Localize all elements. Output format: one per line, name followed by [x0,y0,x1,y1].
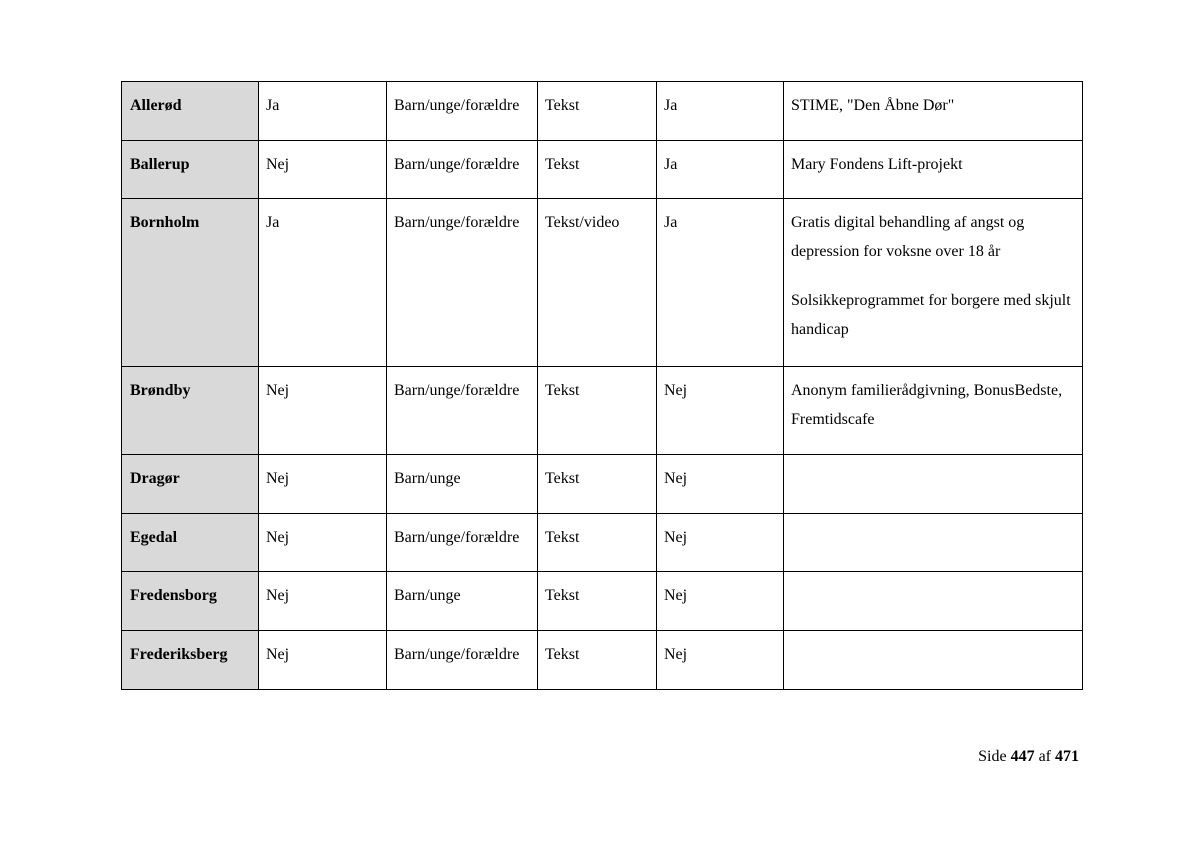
notes-paragraph: Solsikkeprogrammet for borgere med skjult handicap [791,292,1071,338]
notes-paragraph: Gratis digital behandling af angst og depression for voksne over 18 år [791,214,1025,260]
table-row [122,514,1083,572]
notes-paragraph: Anonym familierådgivning, BonusBedste, Fremtidscafe [791,382,1063,428]
municipality-cell: Frederiksberg [122,631,259,690]
municipality-cell: Ballerup [122,141,259,199]
target-group-cell: Barn/unge [387,572,538,631]
footer-separator: af [1038,748,1051,765]
col5-cell: Nej [657,631,784,690]
format-cell: Tekst [538,82,657,141]
notes-paragraph: STIME, "Den Åbne Dør" [791,97,955,114]
table-row [122,199,1083,367]
table-row [122,572,1083,631]
municipality-cell: Allerød [122,82,259,141]
municipality-cell: Egedal [122,514,259,572]
col5-cell: Ja [657,199,784,367]
target-group-cell: Barn/unge/forældre [387,367,538,455]
format-cell: Tekst [538,572,657,631]
notes-cell [784,367,1083,455]
col5-cell: Nej [657,367,784,455]
target-group-cell: Barn/unge/forældre [387,631,538,690]
col5-cell: Ja [657,82,784,141]
notes-cell [784,572,1083,631]
notes-cell [784,141,1083,199]
format-cell: Tekst [538,631,657,690]
col2-cell: Nej [259,514,387,572]
municipality-cell: Brøndby [122,367,259,455]
format-cell: Tekst [538,455,657,514]
format-cell: Tekst/video [538,199,657,367]
target-group-cell: Barn/unge/forældre [387,514,538,572]
municipality-cell: Bornholm [122,199,259,367]
page-footer [978,748,1079,766]
col5-cell: Nej [657,514,784,572]
col2-cell: Ja [259,82,387,141]
col2-cell: Nej [259,141,387,199]
format-cell: Tekst [538,514,657,572]
col2-cell: Nej [259,572,387,631]
notes-cell [784,82,1083,141]
col5-cell: Nej [657,455,784,514]
target-group-cell: Barn/unge [387,455,538,514]
notes-paragraph: Mary Fondens Lift-projekt [791,156,963,173]
table-row [122,141,1083,199]
footer-prefix: Side [978,748,1007,765]
footer-total-pages: 471 [1055,748,1079,765]
municipality-cell: Fredensborg [122,572,259,631]
col2-cell: Nej [259,455,387,514]
col2-cell: Ja [259,199,387,367]
table-row [122,455,1083,514]
table-row [122,367,1083,455]
target-group-cell: Barn/unge/forældre [387,141,538,199]
municipality-table [121,81,1083,690]
target-group-cell: Barn/unge/forældre [387,82,538,141]
municipality-cell: Dragør [122,455,259,514]
table-row [122,631,1083,690]
notes-cell [784,631,1083,690]
footer-page-number: 447 [1010,748,1035,765]
format-cell: Tekst [538,141,657,199]
table-body [122,82,1083,690]
notes-cell [784,514,1083,572]
col5-cell: Nej [657,572,784,631]
notes-cell [784,455,1083,514]
col2-cell: Nej [259,631,387,690]
col2-cell: Nej [259,367,387,455]
notes-cell [784,199,1083,367]
target-group-cell: Barn/unge/forældre [387,199,538,367]
table-row [122,82,1083,141]
format-cell: Tekst [538,367,657,455]
col5-cell: Ja [657,141,784,199]
